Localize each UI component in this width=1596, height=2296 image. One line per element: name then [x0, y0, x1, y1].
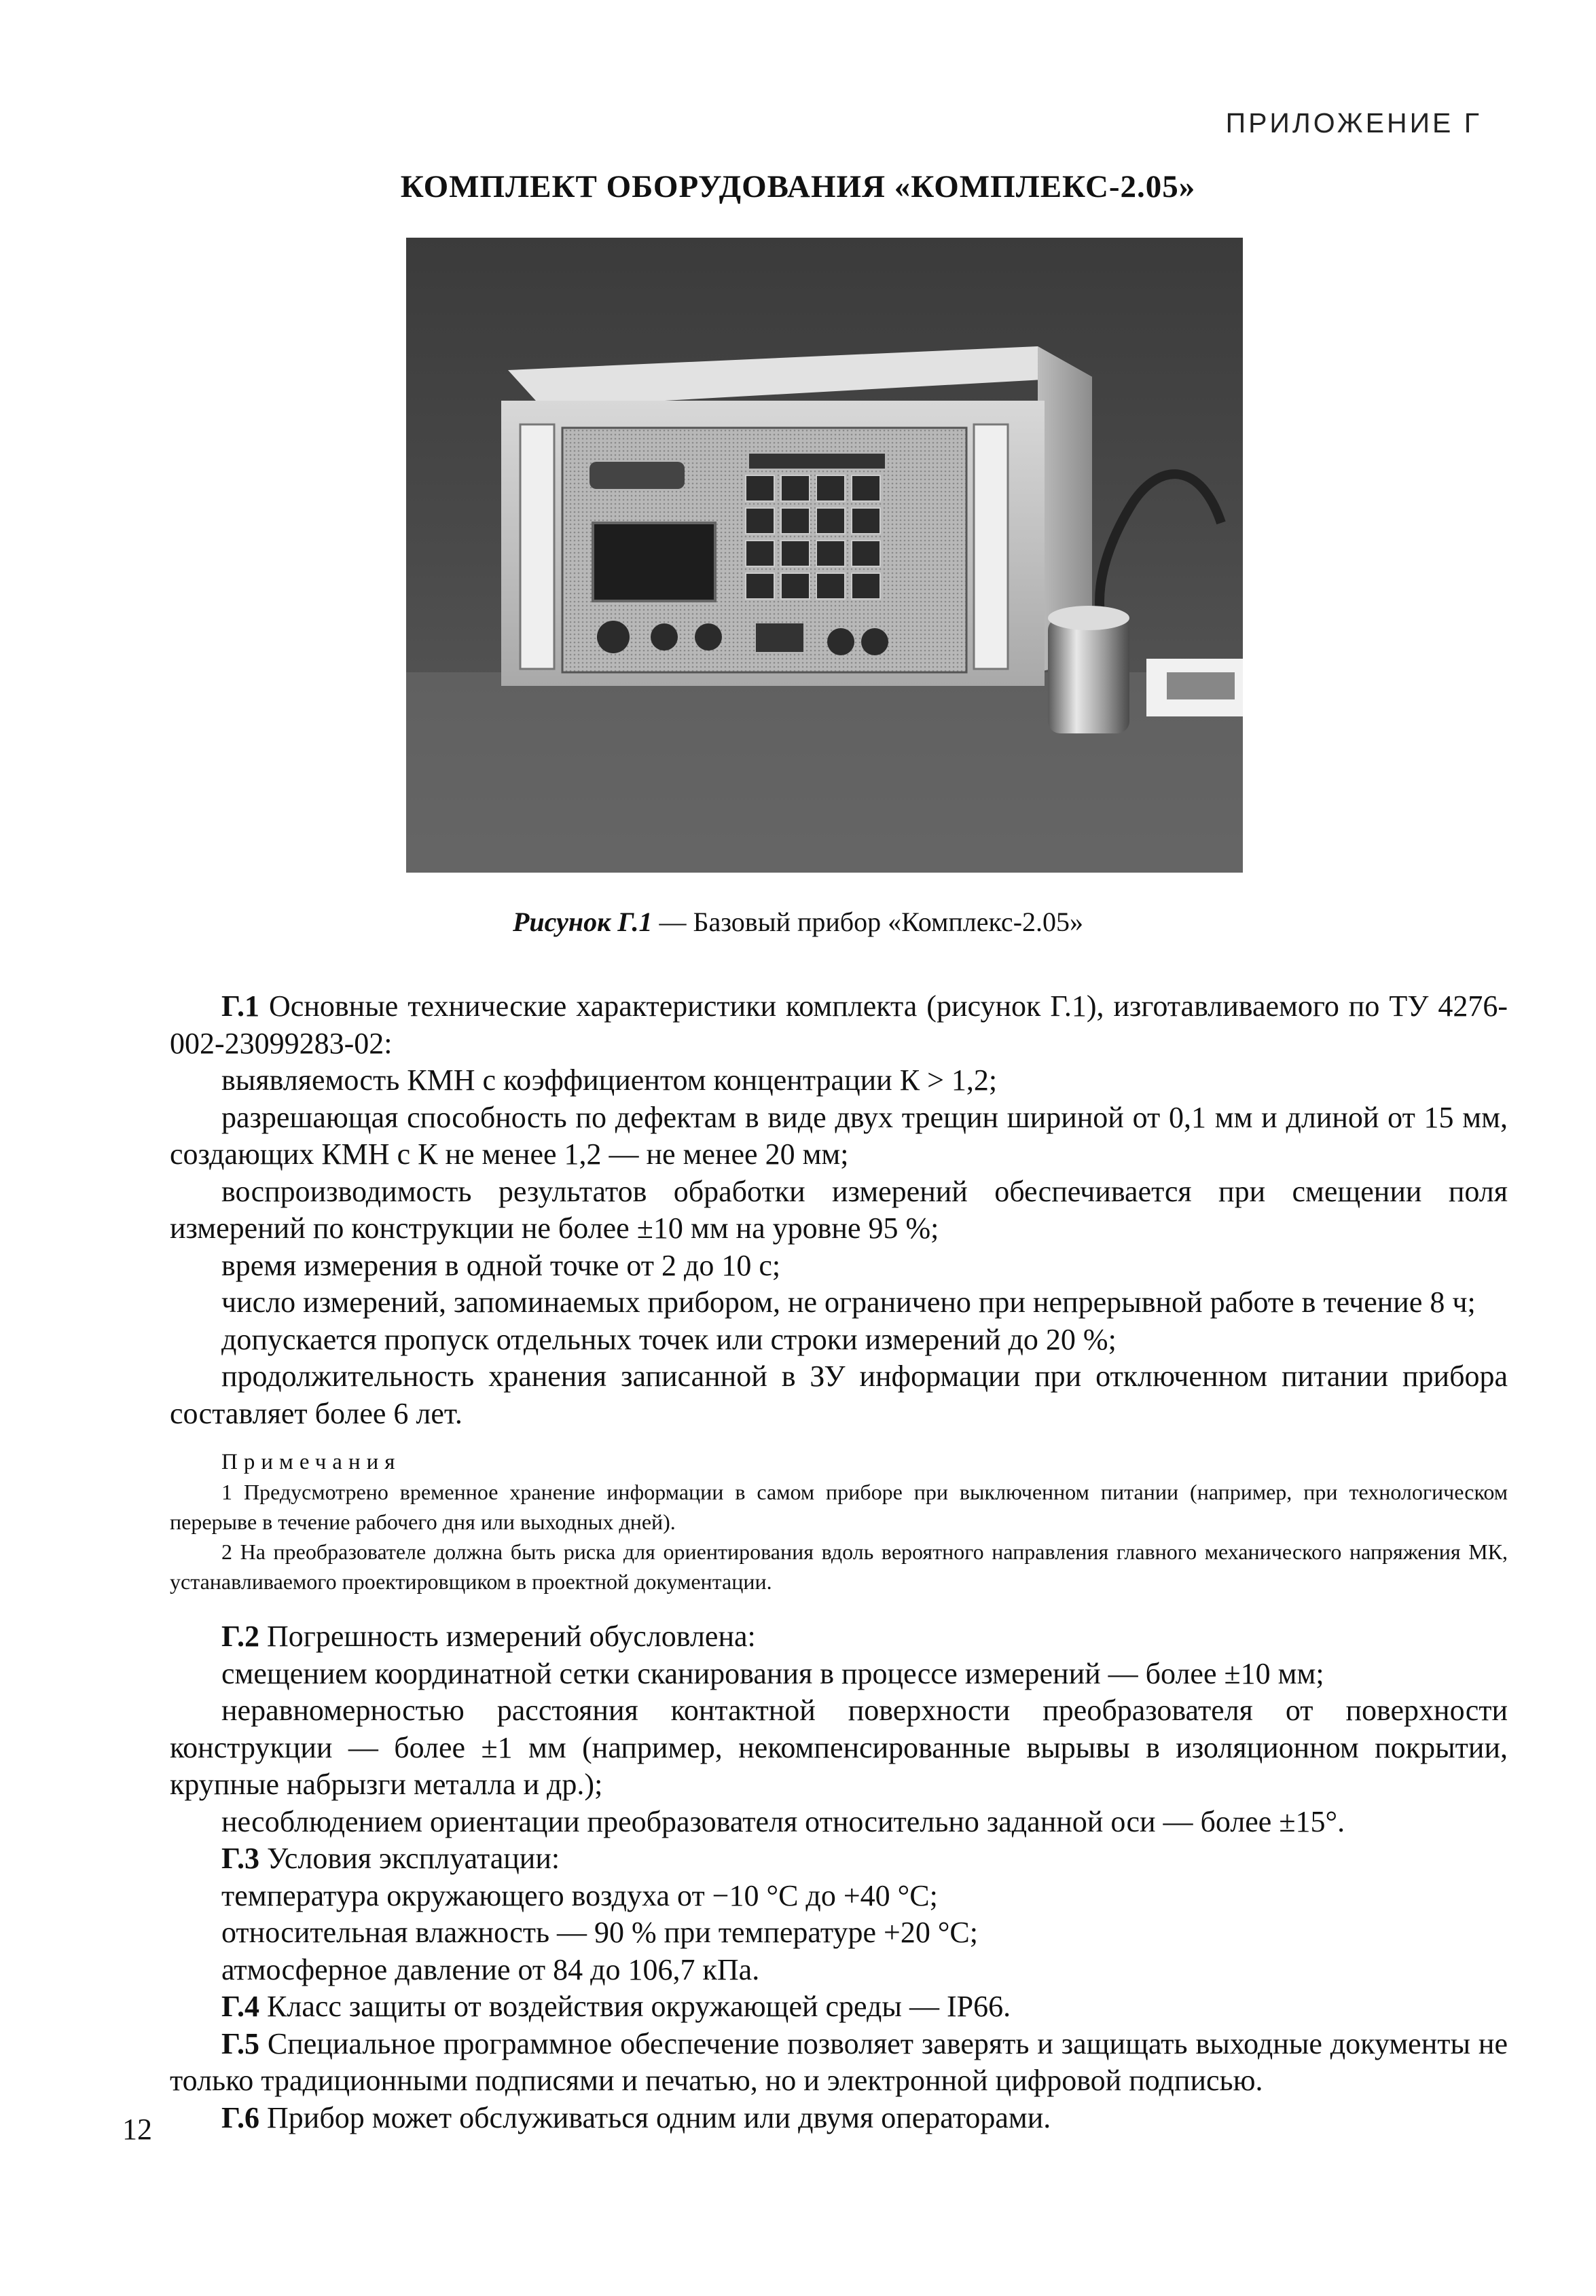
paragraph-text: Погрешность измерений обусловлена: — [259, 1620, 756, 1653]
list-item: воспроизводимость результатов обработки измерений обеспечивается при смещении поля измерений по конструкции не более ±10 мм на уровне 95 %; — [170, 1174, 1508, 1245]
appendix-label: ПРИЛОЖЕНИЕ Г — [1225, 107, 1482, 139]
section-number: Г.5 — [221, 2026, 260, 2060]
list-item: температура окружающего воздуха от −10 °С до +40 °С; — [221, 1878, 938, 1912]
paragraph-text: Прибор может обслуживаться одним или двумя операторами. — [259, 2100, 1051, 2134]
paragraph-text: Класс защиты от воздействия окружающей среды — IP66. — [259, 1990, 1011, 2023]
note-item: 1 Предусмотрено временное хранение информации в самом приборе при выключенном питании (например, при технологическом перерыве в течение рабочего дня или выходных дней). — [170, 1480, 1508, 1534]
paragraph-g4 — [170, 1988, 1508, 2026]
list-item: относительная влажность — 90 % при температуре +20 °С; — [221, 1916, 978, 1949]
list-item: несоблюдением ориентации преобразователя относительно заданной оси — более ±15°. — [221, 1804, 1345, 1838]
section-number: Г.1 — [221, 989, 260, 1023]
list-item: продолжительность хранения записанной в ЗУ информации при отключенном питании прибора составляет более 6 лет. — [170, 1360, 1508, 1430]
list-item: время измерения в одной точке от 2 до 10 с; — [221, 1248, 781, 1282]
list-item: допускается пропуск отдельных точек или строки измерений до 20 %; — [221, 1322, 1117, 1356]
list-item: разрешающая способность по дефектам в виде двух трещин шириной от 0,1 мм и длиной от 15 мм, создающих КМН с К не менее 1,2 — не менее 20 мм; — [170, 1100, 1508, 1171]
paragraph-g2-intro — [170, 1618, 1508, 1656]
list-item: смещением координатной сетки сканирования в процессе измерений — более ±10 мм; — [221, 1656, 1324, 1690]
notes-title: Примечания — [221, 1450, 401, 1474]
section-number: Г.2 — [221, 1620, 260, 1653]
page-number: 12 — [122, 2113, 152, 2146]
paragraph-g6 — [170, 2100, 1508, 2137]
figure-caption — [0, 906, 1596, 938]
device-photo — [406, 238, 1243, 873]
document-body — [170, 988, 1508, 2136]
paragraph-text: Основные технические характеристики комплекта (рисунок Г.1), изготавливаемого по ТУ 4276-002-23099283-02: — [170, 989, 1508, 1060]
paragraph-text: Специальное программное обеспечение позволяет заверять и защищать выходные документы не только традиционными подписями и печатью, но и электронной цифровой подписью. — [170, 2026, 1508, 2097]
figure-caption-label: Рисунок Г.1 — [512, 907, 653, 937]
notes-block — [170, 1447, 1508, 1597]
section-number: Г.3 — [221, 1842, 260, 1875]
paragraph-g5 — [170, 2026, 1508, 2100]
list-item: неравномерностью расстояния контактной поверхности преобразователя от поверхности конструкции — более ±1 мм (например, некомпенсированные вырывы в изоляционном покрытии, крупные набрызги металла и др.); — [170, 1694, 1508, 1801]
note-item: 2 На преобразователе должна быть риска для ориентирования вдоль вероятного направления главного механического напряжения МК, устанавливаемого проектировщиком в проектной документации. — [170, 1539, 1508, 1594]
list-item: выявляемость КМН с коэффициентом концентрации К > 1,2; — [221, 1063, 998, 1097]
page-title: КОМПЛЕКТ ОБОРУДОВАНИЯ «КОМПЛЕКС-2.05» — [400, 169, 1196, 204]
paragraph-text: Условия эксплуатации: — [259, 1842, 560, 1875]
section-number: Г.6 — [221, 2100, 260, 2134]
paragraph-g1-intro — [170, 988, 1508, 1062]
paragraph-g3-intro — [170, 1840, 1508, 1878]
device-photo-illustration — [406, 238, 1243, 873]
section-number: Г.4 — [221, 1990, 260, 2023]
list-item: атмосферное давление от 84 до 106,7 кПа. — [221, 1952, 760, 1986]
list-item: число измерений, запоминаемых прибором, не ограничено при непрерывной работе в течение 8 ч; — [221, 1286, 1476, 1319]
figure-caption-text: — Базовый прибор «Комплекс-2.05» — [652, 907, 1084, 937]
